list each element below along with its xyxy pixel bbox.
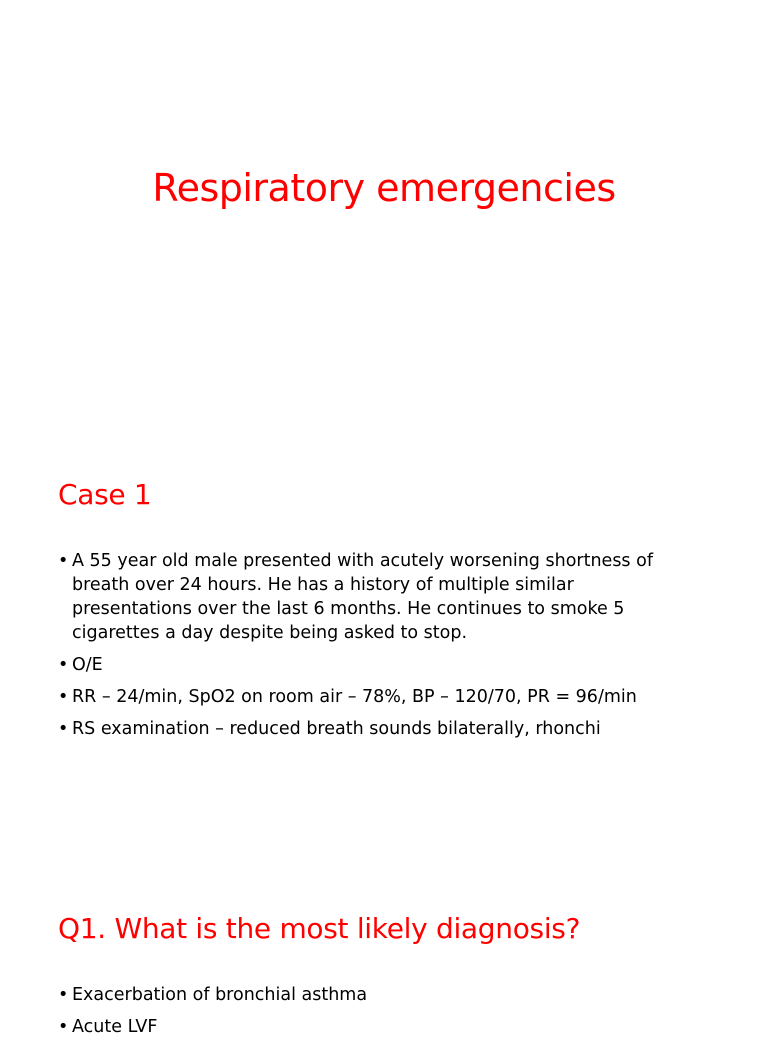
- list-item: • Exacerbation of bronchial asthma: [58, 983, 698, 1007]
- title-slide: [0, 0, 768, 440]
- list-item: • RS examination – reduced breath sounds bilaterally, rhonchi: [58, 717, 698, 741]
- list-item: • A 55 year old male presented with acutely worsening shortness of breath over 24 hours. He has a history of multiple similar presentations over the last 6 months. He continues to smoke 5 cigarettes a day despite being asked to stop.: [58, 549, 698, 645]
- case-heading: Case 1: [58, 478, 152, 511]
- list-item: • O/E: [58, 653, 698, 677]
- list-item: • RR – 24/min, SpO2 on room air – 78%, BP – 120/70, PR = 96/min: [58, 685, 698, 709]
- answer-bullet-list: [58, 983, 698, 1047]
- slide-title: Respiratory emergencies: [152, 166, 616, 210]
- case-bullet-list: [58, 549, 698, 749]
- case-slide: [0, 440, 768, 880]
- question-slide: [0, 880, 768, 1037]
- list-item: • Acute LVF: [58, 1015, 698, 1039]
- question-heading: Q1. What is the most likely diagnosis?: [58, 912, 581, 945]
